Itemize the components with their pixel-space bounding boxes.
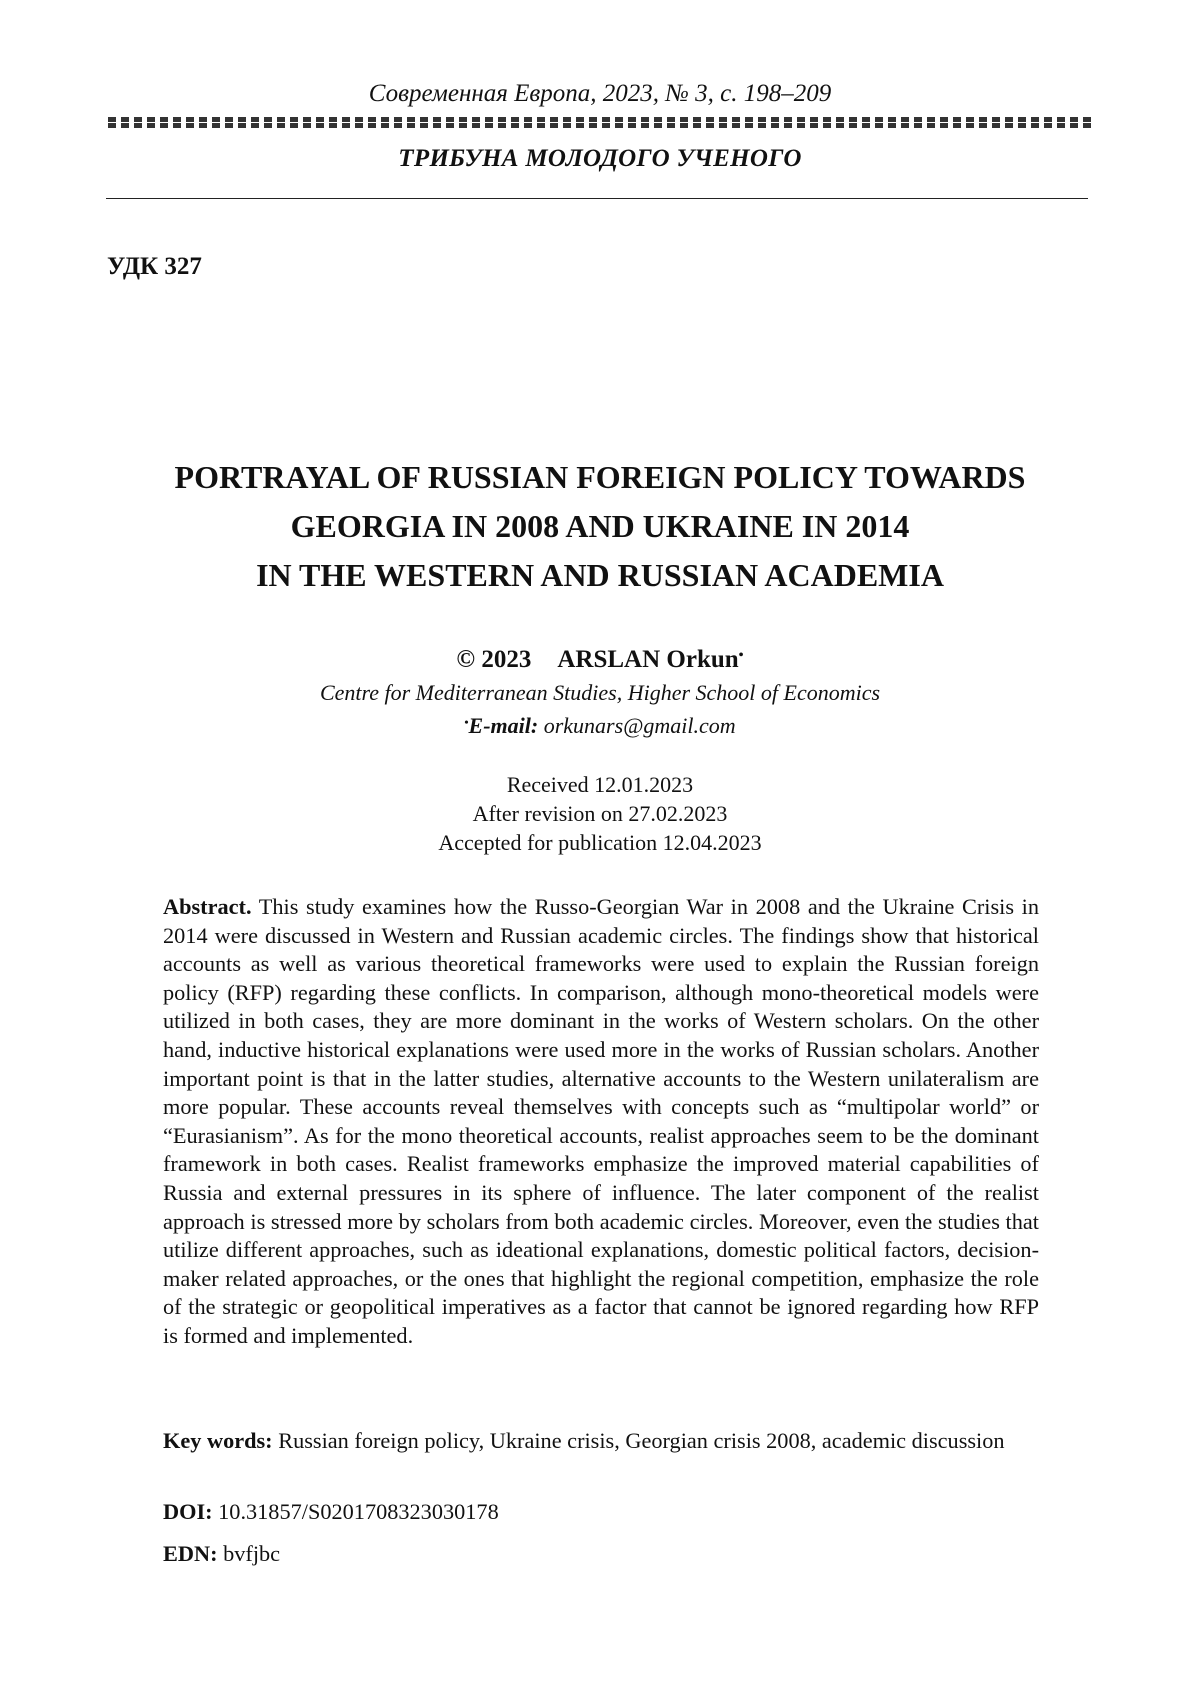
doi [163,1499,499,1525]
author-marker: • [738,648,744,663]
keywords-label: Key words: [163,1428,273,1453]
author-affiliation: Centre for Mediterranean Studies, Higher School of Economics [319,680,881,705]
date-received: Received 12.01.2023 [506,772,694,797]
doi-value[interactable]: 10.31857/S0201708323030178 [218,1499,499,1524]
author-line [0,646,1200,674]
double-rule-divider [108,117,1093,128]
title-line: IN THE WESTERN AND RUSSIAN ACADEMIA [256,557,944,593]
email-label: E-mail: [468,713,539,738]
edn-label: EDN: [163,1541,218,1566]
abstract-label: Abstract. [163,894,252,919]
author-email-line [0,713,1200,739]
date-revised: After revision on 27.02.2023 [472,801,728,826]
title-line: PORTRAYAL OF RUSSIAN FOREIGN POLICY TOWARDS [174,459,1026,495]
abstract-text: This study examines how the Russo-Georgian War in 2008 and the Ukraine Crisis in 2014 were discussed in Western and Russian academic circles. The findings show that historical accounts as well as various theoretical frameworks were used to explain the Russian foreign policy (RFP) regarding these conflicts. In comparison, although mono-theoretical models were utilized in both cases, they are more dominant in the works of Western scholars. On the other hand, inductive historical explanations were used more in the works of Russian scholars. Another important point is that in the latter studies, alternative accounts to the Western unilateralism are more popular. These accounts reveal themselves with concepts such as “multipolar world” or “Eurasianism”. As for the mono theoretical accounts, realist approaches seem to be the dominant framework in both cases. Realist frameworks emphasize the improved material capabilities of Russia and external pressures in its sphere of influence. The later component of the realist approach is stressed more by scholars from both academic circles. Moreover, even the studies that utilize different approaches, such as ideational explanations, domestic political factors, decision-maker related approaches, or the ones that highlight the regional competition, emphasize the role of the strategic or geopolitical imperatives as a factor that cannot be ignored regarding how RFP is formed and implemented. [163,894,1040,1348]
udc-code: УДК 327 [107,253,202,280]
copyright-year: © 2023 [456,646,532,673]
author-name: ARSLAN Orkun [557,646,739,673]
date-accepted: Accepted for publication 12.04.2023 [438,830,762,855]
article-title [60,453,1140,600]
keywords-text: Russian foreign policy, Ukraine crisis, Georgian crisis 2008, academic discussion [278,1428,1005,1453]
edn-value: bvfjbc [223,1541,281,1566]
email-address[interactable]: orkunars@gmail.com [543,713,736,738]
journal-reference: Современная Европа, 2023, № 3, с. 198–209 [368,80,832,107]
section-title: ТРИБУНА МОЛОДОГО УЧЕНОГО [398,145,802,172]
publication-dates [0,770,1200,857]
email-marker: • [464,715,469,729]
edn [163,1541,280,1567]
doi-label: DOI: [163,1499,213,1524]
title-line: GEORGIA IN 2008 AND UKRAINE IN 2014 [290,508,910,544]
keywords [163,1427,1039,1455]
abstract [163,893,1039,1351]
header-rule [106,198,1088,199]
